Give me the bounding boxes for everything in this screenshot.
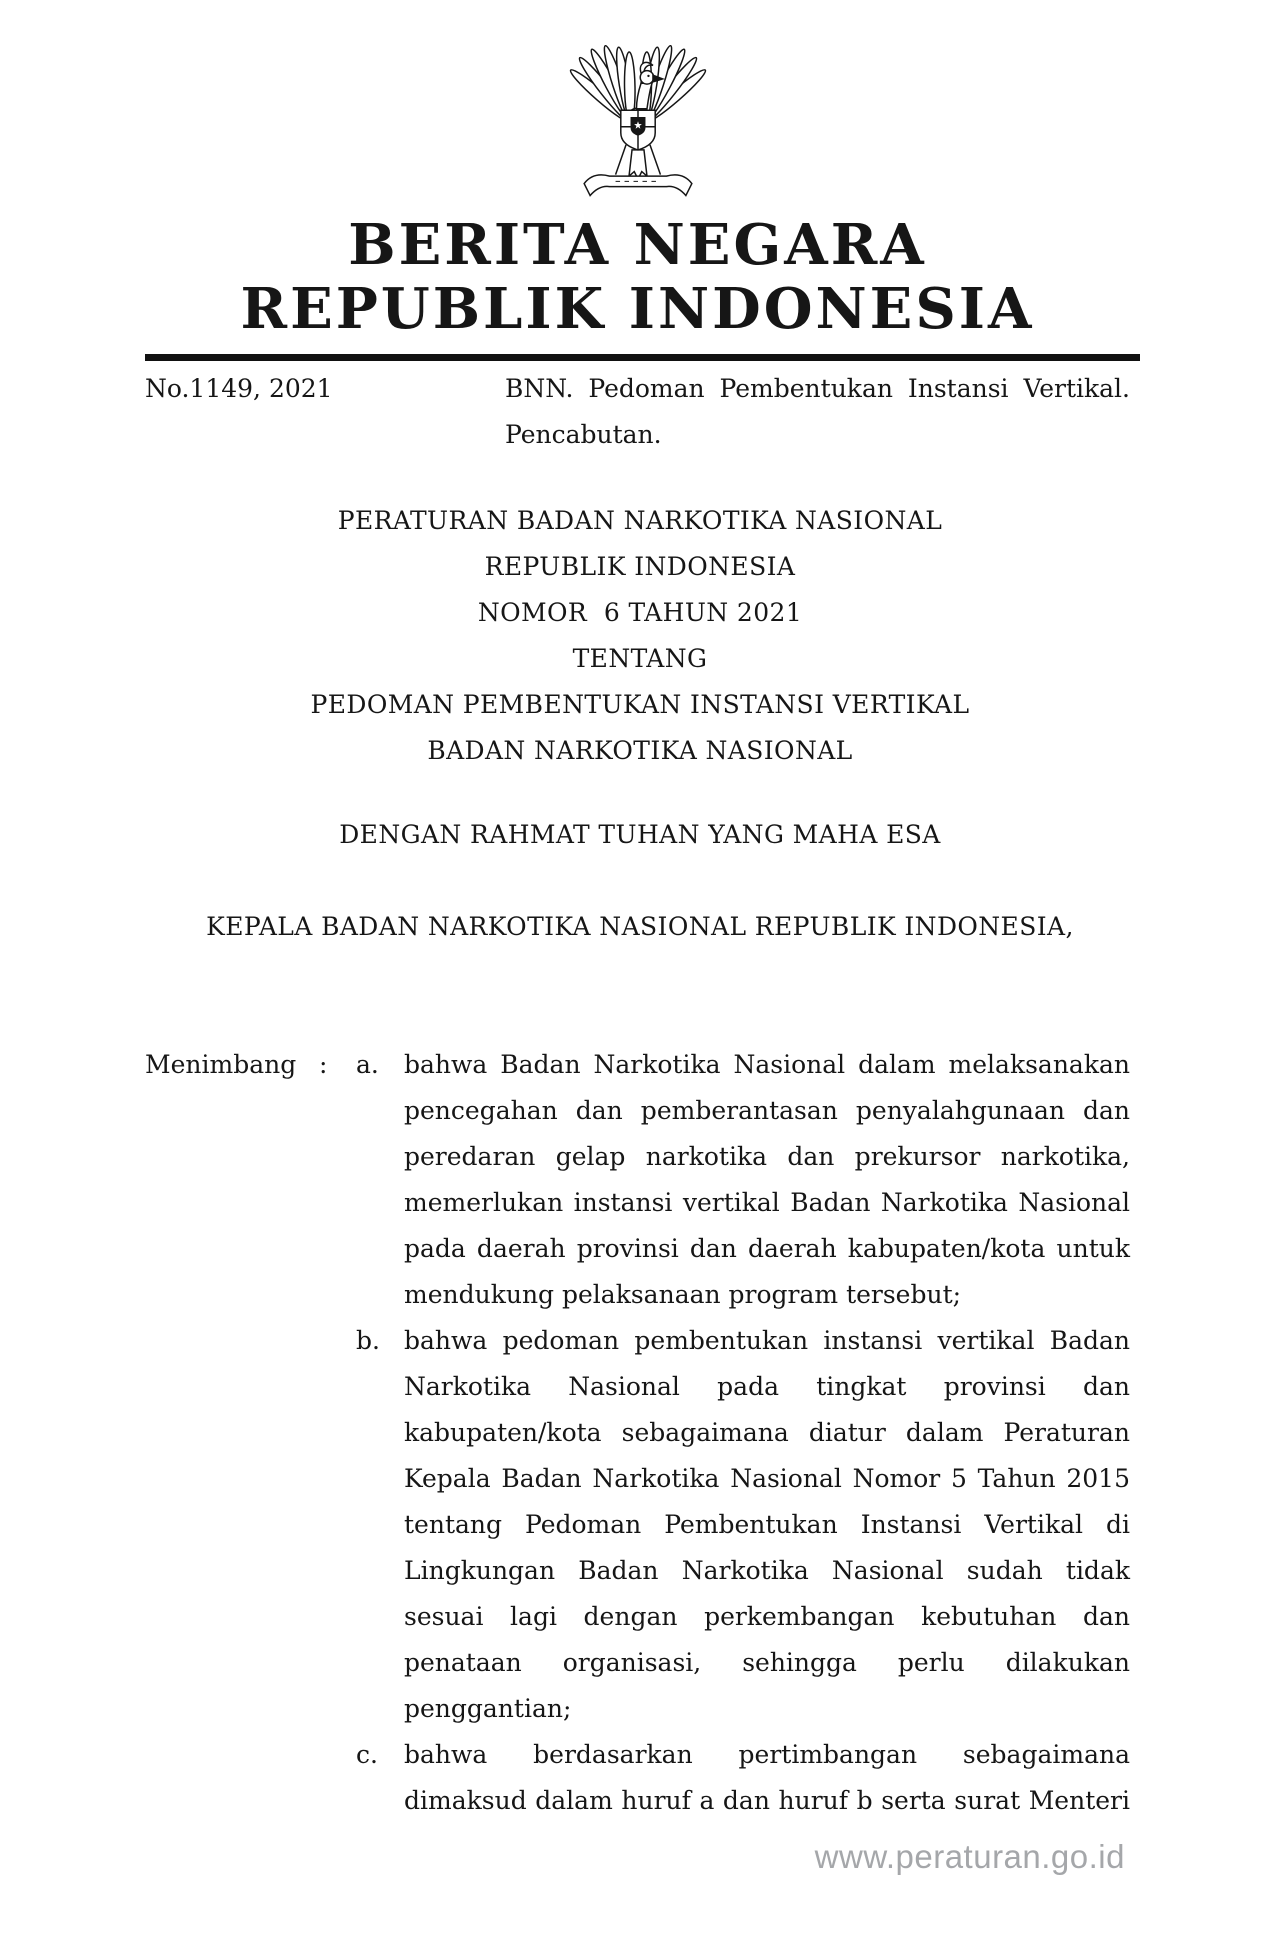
text-line: penggantian; [404,1694,572,1723]
text-line: Kepala Badan Narkotika Nasional Nomor 5 Tahun 2015 [404,1464,1130,1493]
title-line: NOMOR 6 TAHUN 2021 [477,598,803,627]
text-line: bahwa Badan Narkotika Nasional dalam melaksanakan [404,1050,1130,1079]
garuda-pancasila-icon [563,40,713,212]
item-marker: b. [356,1326,380,1355]
text-line: kabupaten/kota sebagaimana diatur dalam Peraturan [404,1418,1130,1447]
text-line: peredaran gelap narkotika dan prekursor narkotika, [404,1142,1130,1171]
text-line: mendukung pelaksanaan program tersebut; [404,1280,962,1309]
considerations-items [356,1042,1130,1824]
text-line: Lingkungan Badan Narkotika Nasional sudah tidak [404,1556,1130,1585]
gazette-subject [505,366,1130,458]
item-marker: a. [356,1050,379,1079]
masthead-divider [145,354,1140,361]
text-line: penataan organisasi, sehingga perlu dilakukan [404,1648,1130,1677]
item-text [404,1732,1130,1824]
item-text [404,1042,1130,1318]
gazette-number: No.1149, 2021 [145,374,333,403]
gazette-subject-line: BNN. Pedoman Pembentukan Instansi Vertikal. [505,374,1130,403]
considerations-section [145,1042,1130,1824]
consideration-item-b [356,1318,1130,1732]
considerations-label: Menimbang [145,1050,297,1079]
title-line: TENTANG [572,644,708,673]
item-text [404,1318,1130,1732]
consideration-item-a [356,1042,1130,1318]
masthead-line-2: REPUBLIK INDONESIA [240,276,1035,342]
title-line: REPUBLIK INDONESIA [484,552,796,581]
considerations-colon: : [319,1050,328,1079]
text-line: bahwa pedoman pembentukan instansi vertikal Badan [404,1326,1130,1355]
text-line: sesuai lagi dengan perkembangan kebutuhan dan [404,1602,1130,1631]
masthead-line-1: BERITA NEGARA [348,212,927,278]
text-line: pencegahan dan pemberantasan penyalahgunaan dan [404,1096,1130,1125]
invocation-line: DENGAN RAHMAT TUHAN YANG MAHA ESA [339,820,941,849]
text-line: bahwa berdasarkan pertimbangan sebagaimana [404,1740,1130,1769]
text-line: tentang Pedoman Pembentukan Instansi Vertikal di [404,1510,1130,1539]
title-line: PEDOMAN PEMBENTUKAN INSTANSI VERTIKAL [310,690,970,719]
text-line: dimaksud dalam huruf a dan huruf b serta surat Menteri [404,1786,1130,1815]
text-line: Narkotika Nasional pada tingkat provinsi dan [404,1372,1130,1401]
text-line: memerlukan instansi vertikal Badan Narkotika Nasional [404,1188,1130,1217]
title-line: BADAN NARKOTIKA NASIONAL [427,736,853,765]
gazette-subject-line: Pencabutan. [505,420,662,449]
text-line: pada daerah provinsi dan daerah kabupaten/kota untuk [404,1234,1130,1263]
item-marker: c. [356,1740,378,1769]
title-line: PERATURAN BADAN NARKOTIKA NASIONAL [337,506,943,535]
authority-line: KEPALA BADAN NARKOTIKA NASIONAL REPUBLIK INDONESIA, [206,912,1074,941]
regulation-title [145,498,1135,774]
consideration-item-c [356,1732,1130,1824]
watermark-url: www.peraturan.go.id [814,1838,1125,1875]
